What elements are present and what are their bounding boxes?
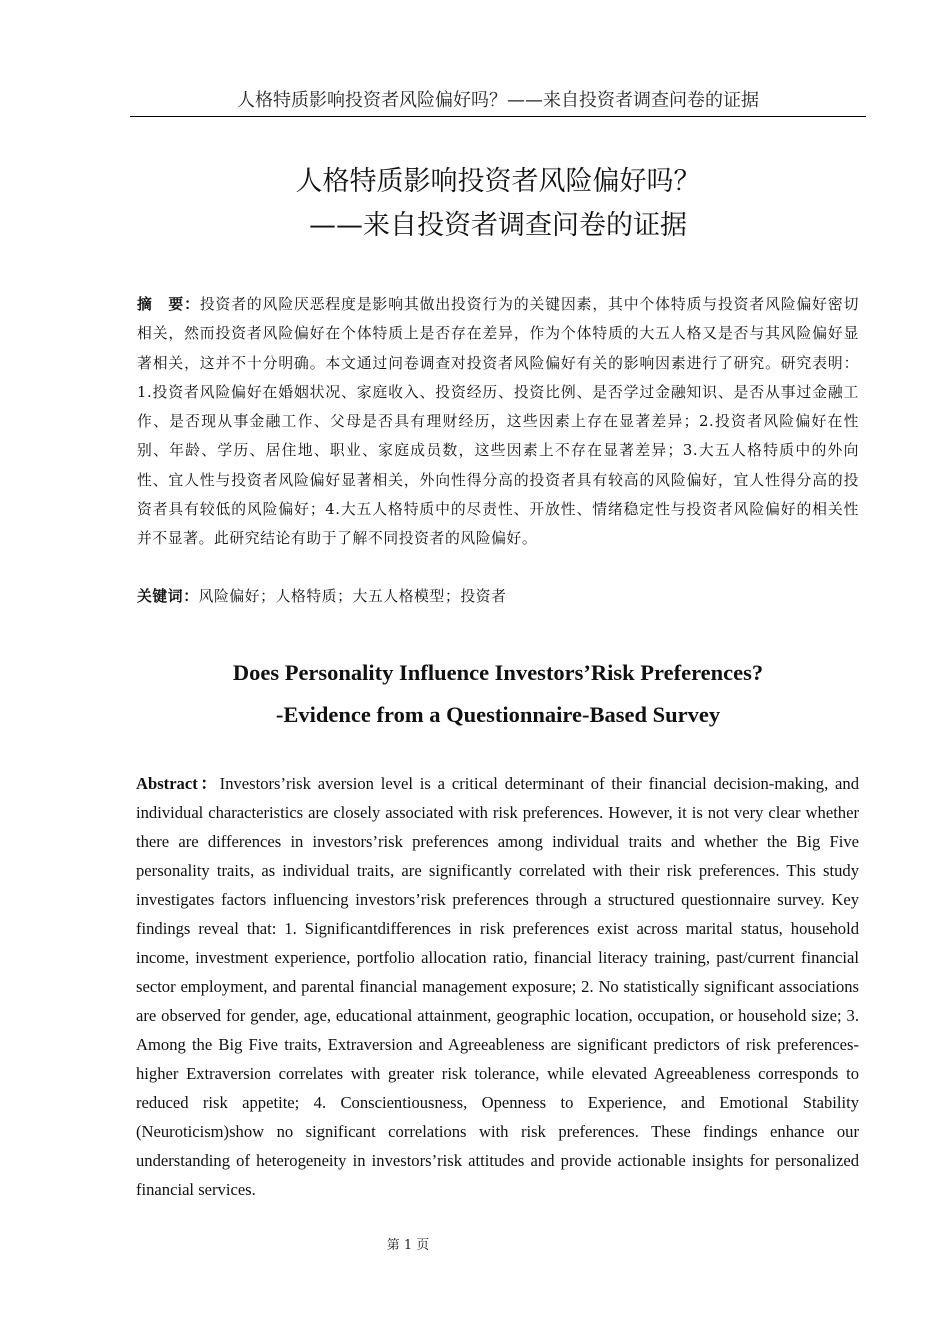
chinese-title-line1: 人格特质影响投资者风险偏好吗？ (295, 166, 701, 197)
chinese-title-line2: ——来自投资者调查问卷的证据 (309, 210, 687, 241)
english-title (130, 652, 866, 736)
chinese-title (130, 160, 866, 248)
chinese-abstract-text: 投资者的风险厌恶程度是影响其做出投资行为的关键因素，其中个体特质与投资者风险偏好密切相关，然而投资者风险偏好在个体特质上是否存在差异，作为个体特质的大五人格又是否与其风险偏好显著相关，这并不十分明确。本文通过问卷调查对投资者风险偏好有关的影响因素进行了研究。研究表明：1.投资者风险偏好在婚姻状况、家庭收入、投资经历、投资比例、是否学过金融知识、是否从事过金融工作、是否现从事金融工作、父母是否具有理财经历，这些因素上存在显著差异；2.投资者风险偏好在性别、年龄、学历、居住地、职业、家庭成员数，这些因素上不存在显著差异；3.大五人格特质中的外向性、宜人性与投资者风险偏好显著相关，外向性得分高的投资者具有较高的风险偏好，宜人性得分高的投资者具有较低的风险偏好；4.大五人格特质中的尽责性、开放性、情绪稳定性与投资者风险偏好的相关性并不显著。此研究结论有助于了解不同投资者的风险偏好。 (137, 296, 859, 548)
chinese-keywords-text: 风险偏好；人格特质；大五人格模型；投资者 (198, 588, 507, 605)
chinese-abstract-label: 摘 要： (137, 296, 200, 313)
header-rule (130, 116, 866, 117)
english-abstract-text: Investors’risk aversion level is a critical determinant of their financial decision-making, and individual characteristics are closely associated with risk preferences. However, it is not very clear whether there are differences in investors’risk preferences among individual traits and whether the Big Five personality traits, as individual traits, are significantly correlated with their risk preferences. This study investigates factors influencing investors’risk preferences through a structured questionnaire survey. Key findings reveal that: 1. Significantdifferences in risk preferences exist across marital status, household income, investment experience, portfolio allocation ratio, financial literacy training, past/current financial sector employment, and parental financial management exposure; 2. No statistically significant associations are observed for gender, age, educational attainment, geographic location, occupation, or household size; 3. Among the Big Five traits, Extraversion and Agreeableness are significant predictors of risk preferences-higher Extraversion correlates with greater risk tolerance, while elevated Agreeableness corresponds to reduced risk appetite; 4. Conscientiousness, Openness to Experience, and Emotional Stability (Neuroticism)show no significant correlations with risk preferences. These findings enhance our understanding of heterogeneity in investors’risk attitudes and provide actionable insights for personalized financial services. (136, 774, 860, 1199)
chinese-keywords (137, 582, 859, 611)
page-number: 第 1 页 (386, 1238, 430, 1253)
chinese-abstract (137, 290, 859, 554)
english-abstract (136, 769, 859, 1204)
english-abstract-label: Abstract： (136, 774, 220, 793)
english-title-line1: Does Personality Influence Investors’Risk Preferences? (232, 660, 764, 685)
running-header: 人格特质影响投资者风险偏好吗？——来自投资者调查问卷的证据 (237, 90, 759, 111)
english-title-line2: -Evidence from a Questionnaire-Based Survey (275, 702, 721, 727)
chinese-keywords-label: 关键词： (137, 588, 199, 605)
